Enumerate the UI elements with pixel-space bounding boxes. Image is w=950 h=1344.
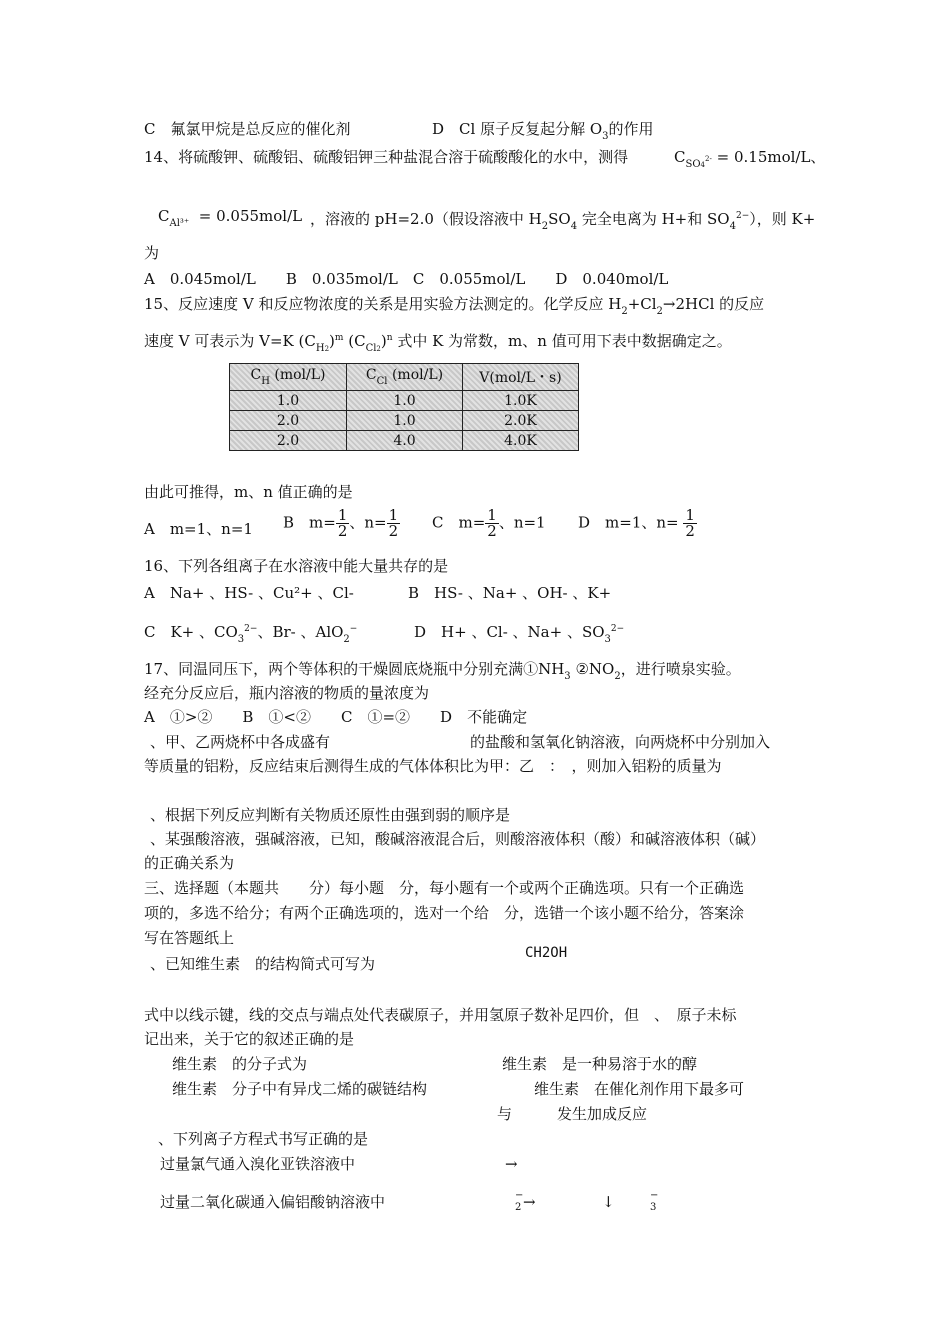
table-cell: 1.0 <box>230 391 347 411</box>
rate-data-table <box>229 363 579 451</box>
section3-line1: 三、选择题（本题共 分）每小题 分，每小题有一个或两个正确选项。只有一个正确选 <box>144 879 745 897</box>
q20-line1: 、某强酸溶液，强碱溶液，已知，酸碱溶液混合后，则酸溶液体积（酸）和碱溶液体积（碱） <box>150 830 766 848</box>
q15-option-b: B m= $\frac{1}{2}$ 、n= $\frac{1}{2}$ <box>283 506 399 540</box>
q21-line3: 记出来，关于它的叙述正确的是 <box>144 1030 355 1048</box>
q16-option-a: A Na+ 、HS- 、Cu²+ 、Cl- <box>144 584 354 602</box>
q22-fragment-a: − 2 <box>515 1190 524 1213</box>
table-cell: 1.0K <box>463 391 579 411</box>
vitamin-formula-label: CH2OH <box>525 945 568 961</box>
q14-so4-concentration: $C_{SO4^{2-}} = 0.15mol/L$、 <box>674 148 826 170</box>
q21-option-4b: 与 发生加成反应 <box>497 1105 648 1123</box>
arrow-icon: → <box>523 1193 536 1211</box>
header-c-cl2: $C_{Cl}$ (mol/L) <box>347 364 463 391</box>
q17-options: A ①>② B ①<② C ①=② D 不能确定 <box>144 708 528 726</box>
q14-options: A 0.045mol/L B 0.035mol/L C 0.055mol/L D 0.040mol/L <box>144 270 669 288</box>
q15-infer: 由此可推得，m、n 值正确的是 <box>144 483 353 501</box>
header-c-h2: $C_H$ (mol/L) <box>230 364 347 391</box>
q16-stem: 16、下列各组离子在水溶液中能大量共存的是 <box>144 557 449 575</box>
q15-option-d: D m=1、n= $\frac{1}{2}$ <box>578 506 695 540</box>
option-c-text: C 氟氯甲烷是总反应的催化剂 <box>144 120 351 138</box>
q17-stem-line1: 17、同温同压下，两个等体积的干燥圆底烧瓶中分别充满$①NH_3$ $②NO_2$，进行喷泉实验。 <box>144 660 741 682</box>
table-row <box>230 391 579 411</box>
q21-line2: 式中以线示键，线的交点与端点处代表碳原子，并用氢原子数补足四价，但 、 原子未标 <box>144 1006 737 1024</box>
q15-option-a: A m=1、n=1 <box>144 520 253 538</box>
q21-option-2: 维生素 是一种易溶于水的醇 <box>502 1055 698 1073</box>
table-cell: 2.0K <box>463 411 579 431</box>
q21-option-4: 维生素 在催化剂作用下最多可 <box>534 1080 745 1098</box>
q16-option-d: D H+ 、Cl- 、Na+ 、$SO_3^{2-}$ <box>414 623 625 645</box>
q21-stem: 、已知维生素 的结构简式可写为 <box>150 955 376 973</box>
section3-line2: 项的，多选不给分；有两个正确选项的，选对一个给 分，选错一个该小题不给分，答案涂 <box>144 904 745 922</box>
table-row <box>230 431 579 451</box>
q18-line1-a: 、甲、乙两烧杯中各成盛有 <box>150 733 331 751</box>
table-cell: 1.0 <box>347 391 463 411</box>
q17-stem-line2: 经充分反应后，瓶内溶液的物质的量浓度为 <box>144 684 430 702</box>
table-cell: 4.0 <box>347 431 463 451</box>
table-header-row <box>230 364 579 391</box>
table-row <box>230 411 579 431</box>
q14-stem-line2: ，溶液的 pH=2.0（假设溶液中 $H_2SO_4$ 完全电离为 H+和 $SO_4^{2-}$），则 K+ <box>310 210 816 232</box>
option-d-text: D Cl 原子反复起分解 $O_3$的作用 <box>432 120 654 142</box>
q16-option-b: B HS- 、Na+ 、OH- 、K+ <box>408 584 612 602</box>
q16-option-c: C K+ 、$CO_3^{2-}$、Br- 、AlO$_2$− <box>144 623 358 645</box>
q18-line1-b: 的盐酸和氢氧化钠溶液，向两烧杯中分别加入 <box>470 733 771 751</box>
table-cell: 2.0 <box>230 411 347 431</box>
q21-option-3: 维生素 分子中有异戊二烯的碳链结构 <box>172 1080 428 1098</box>
q15-stem-line1: 15、反应速度 V 和反应物浓度的关系是用实验方法测定的。化学反应 $H_2+Cl_2\to 2HCl$ 的反应 <box>144 295 765 317</box>
q20-line2: 的正确关系为 <box>144 854 235 872</box>
q22-fragment-b: − 3 <box>650 1190 659 1213</box>
q14-stem-line3: 为 <box>144 244 160 262</box>
q15-stem-line2: 速度 V 可表示为 V=K $(C_{H2})^m$ $(C_{Cl2})^n$ 式中 K 为常数，m、n 值可用下表中数据确定之。 <box>144 332 732 354</box>
q22-option-2: 过量二氧化碳通入偏铝酸钠溶液中 <box>160 1193 386 1211</box>
q22-stem: 、下列离子方程式书写正确的是 <box>158 1130 369 1148</box>
table-cell: 2.0 <box>230 431 347 451</box>
q19-stem: 、根据下列反应判断有关物质还原性由强到弱的顺序是 <box>150 806 511 824</box>
q21-option-1: 维生素 的分子式为 <box>172 1055 308 1073</box>
q18-line2: 等质量的铝粉，反应结束后测得生成的气体体积比为甲：乙 ： ，则加入铝粉的质量为 <box>144 757 722 775</box>
down-arrow-icon: ↓ <box>602 1193 615 1211</box>
table-cell: 1.0 <box>347 411 463 431</box>
q14-al-concentration: $C_{Al^{3+}} = 0.055mol/L$ <box>158 207 303 229</box>
q22-option-1: 过量氯气通入溴化亚铁溶液中 <box>160 1155 356 1173</box>
header-rate: V(mol/L・s) <box>463 364 579 391</box>
section3-line3: 写在答题纸上 <box>144 929 235 947</box>
q14-stem-line1: 14、将硫酸钾、硫酸铝、硫酸铝钾三种盐混合溶于硫酸酸化的水中，测得 <box>144 148 629 166</box>
q15-option-c: C m= $\frac{1}{2}$ 、n=1 <box>432 506 546 540</box>
arrow-icon: → <box>505 1155 518 1173</box>
table-cell: 4.0K <box>463 431 579 451</box>
